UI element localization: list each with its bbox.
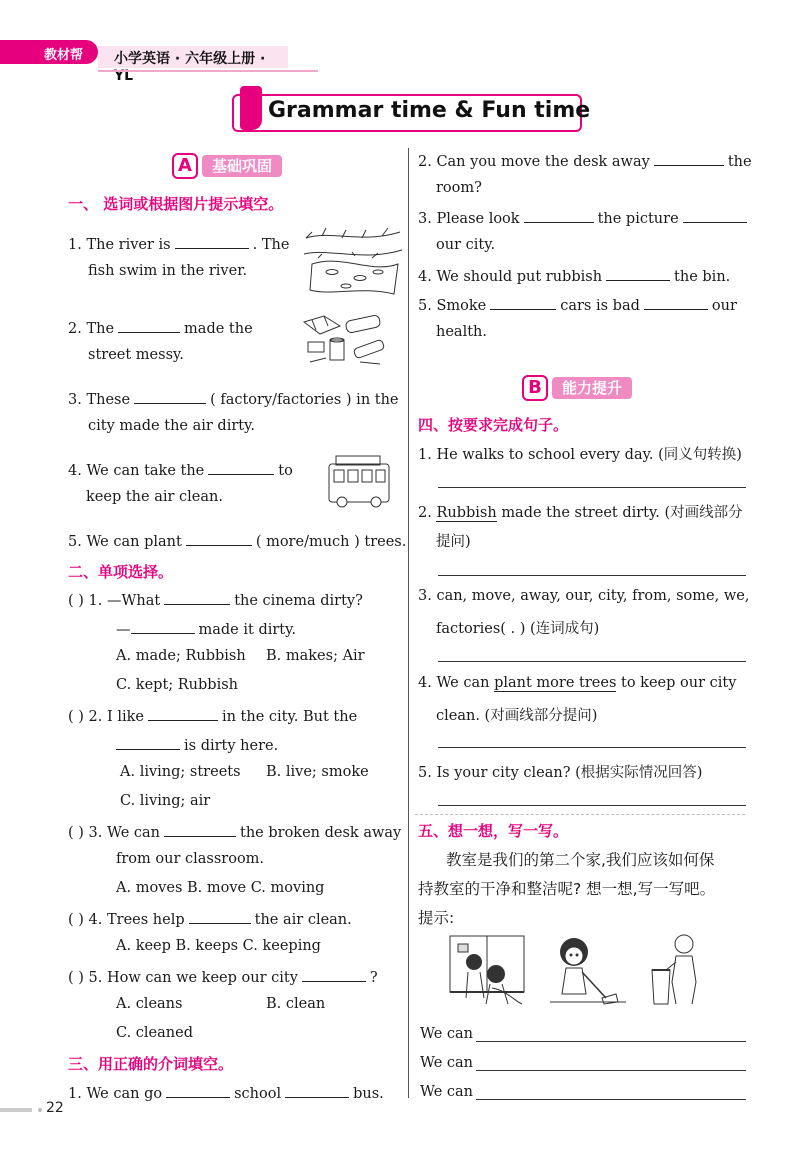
p1-q4-line2: keep the air clean. bbox=[86, 489, 223, 505]
p1-q3-text: 3. These bbox=[68, 392, 131, 408]
blank[interactable] bbox=[116, 735, 180, 750]
p1-q1-line2: fish swim in the river. bbox=[88, 263, 248, 279]
blank[interactable] bbox=[186, 531, 252, 546]
p2-q2-text3: is dirty here. bbox=[184, 738, 279, 754]
p4-q3-line1: 3. can, move, away, our, city, from, some, we, bbox=[418, 588, 750, 604]
p4-q4-text: 4. We can bbox=[418, 675, 490, 691]
p2-q5-opt-a[interactable]: A. cleans bbox=[116, 996, 183, 1012]
p4-q2-line1 bbox=[418, 501, 743, 522]
p4-q2-line2: 提问) bbox=[436, 534, 471, 550]
p5-hint-label: 提示: bbox=[418, 909, 455, 927]
p4-q4-underlined: plant more trees bbox=[494, 675, 617, 691]
section-1-heading: 一、 选词或根据图片提示填空。 bbox=[68, 195, 284, 213]
blank[interactable] bbox=[683, 208, 747, 223]
dashed-divider bbox=[415, 814, 745, 815]
p2-q3-text2: the broken desk away bbox=[240, 825, 402, 841]
p1-q2-text2: made the bbox=[184, 321, 253, 337]
p2-q2-text2: in the city. But the bbox=[221, 709, 358, 725]
p2-q1-text: ( ) 1. —What bbox=[68, 593, 161, 609]
brand-label: 教材帮 bbox=[44, 48, 84, 63]
p5-para-line2: 持教室的干净和整洁呢? 想一想,写一写吧。 bbox=[418, 880, 716, 898]
blank[interactable] bbox=[654, 151, 724, 166]
blank[interactable] bbox=[131, 619, 195, 634]
p1-q2-line1 bbox=[68, 318, 253, 337]
p5-we-can-2: We can bbox=[420, 1055, 474, 1071]
blank[interactable] bbox=[164, 822, 236, 837]
sweeping-girl-picture bbox=[546, 932, 630, 1008]
p3-q5-text2: cars is bad bbox=[560, 298, 640, 314]
blank[interactable] bbox=[606, 266, 670, 281]
p2-q4-text: ( ) 4. Trees help bbox=[68, 912, 185, 928]
p3-q3-line2: our city. bbox=[436, 237, 496, 253]
p4-q4-line1 bbox=[418, 675, 736, 691]
p3-q1-text: 1. We can go bbox=[68, 1086, 163, 1102]
p2-q2-opt-a[interactable]: A. living; streets bbox=[120, 764, 241, 780]
section-4-heading: 四、按要求完成句子。 bbox=[418, 416, 569, 434]
p2-q2-opt-c[interactable]: C. living; air bbox=[120, 793, 211, 809]
page-title-box bbox=[232, 94, 591, 132]
p2-q1-opt-b[interactable]: B. makes; Air bbox=[266, 648, 365, 664]
blank[interactable] bbox=[208, 460, 274, 475]
bus-picture bbox=[326, 454, 392, 510]
blank[interactable] bbox=[175, 234, 249, 249]
p2-q2-opt-b[interactable]: B. live; smoke bbox=[266, 764, 369, 780]
badge-b-letter: B bbox=[522, 375, 548, 401]
p2-q5-opt-b[interactable]: B. clean bbox=[266, 996, 326, 1012]
p1-q3-text2: ( factory/factories ) in the bbox=[210, 392, 399, 408]
p1-q5-line1 bbox=[68, 531, 406, 550]
p3-q1-text3: bus. bbox=[353, 1086, 384, 1102]
p1-q4-line1 bbox=[68, 460, 293, 479]
section-2-heading: 二、单项选择。 bbox=[68, 563, 174, 581]
blank[interactable] bbox=[285, 1083, 349, 1098]
badge-a-word: 基础巩固 bbox=[202, 155, 282, 177]
p3-q3-text2: the picture bbox=[597, 211, 679, 227]
p1-q2-line2: street messy. bbox=[88, 347, 184, 363]
river-fish-picture bbox=[302, 224, 404, 298]
answer-line[interactable] bbox=[438, 747, 746, 748]
p2-q4-options[interactable]: A. keep B. keeps C. keeping bbox=[116, 938, 321, 954]
p2-q3-options[interactable]: A. moves B. move C. moving bbox=[116, 880, 325, 896]
brand-tab bbox=[0, 40, 98, 64]
bin-person-picture bbox=[646, 932, 706, 1008]
page-number-bar bbox=[0, 1108, 32, 1112]
cleaning-window-picture bbox=[446, 932, 530, 1008]
p4-q4-text2: to keep our city bbox=[621, 675, 737, 691]
page-number-dot bbox=[38, 1108, 42, 1112]
section-3-heading: 三、用正确的介词填空。 bbox=[68, 1055, 234, 1073]
p3-q3-text: 3. Please look bbox=[418, 211, 520, 227]
p1-q1-text: 1. The river is bbox=[68, 237, 171, 253]
blank[interactable] bbox=[302, 967, 366, 982]
answer-line[interactable] bbox=[476, 1099, 746, 1100]
answer-line[interactable] bbox=[476, 1041, 746, 1042]
p2-q5-text2: ? bbox=[369, 970, 378, 986]
answer-line[interactable] bbox=[476, 1070, 746, 1071]
blank[interactable] bbox=[189, 909, 251, 924]
p2-q3-line2: from our classroom. bbox=[116, 851, 265, 867]
p4-q4-line2: clean. (对画线部分提问) bbox=[436, 708, 598, 724]
p3-q2-text2: the bbox=[727, 154, 752, 170]
p3-q3-line1 bbox=[418, 208, 751, 227]
book-tag bbox=[98, 46, 288, 84]
p2-q3-line1 bbox=[68, 822, 401, 841]
p5-we-can-3: We can bbox=[420, 1084, 474, 1100]
blank[interactable] bbox=[164, 590, 230, 605]
p4-q2-underlined: Rubbish bbox=[436, 505, 497, 521]
p3-q4-text: 4. We should put rubbish bbox=[418, 269, 603, 285]
p3-q1 bbox=[68, 1083, 384, 1102]
answer-line[interactable] bbox=[438, 575, 746, 576]
p2-q4-text2: the air clean. bbox=[254, 912, 352, 928]
p1-q1-text2: . The bbox=[252, 237, 290, 253]
section-5-heading: 五、想一想，写一写。 bbox=[418, 822, 569, 840]
badge-b-word: 能力提升 bbox=[552, 377, 632, 399]
p1-q1-line1 bbox=[68, 234, 289, 253]
blank[interactable] bbox=[166, 1083, 230, 1098]
blank[interactable] bbox=[644, 295, 708, 310]
p3-q2-line1 bbox=[418, 151, 752, 170]
p5-para-line1: 教室是我们的第二个家,我们应该如何保 bbox=[446, 851, 715, 869]
badge-a-letter: A bbox=[172, 153, 198, 179]
p3-q1-text2: school bbox=[234, 1086, 282, 1102]
p2-q1-text2: the cinema dirty? bbox=[234, 593, 363, 609]
blank[interactable] bbox=[118, 318, 180, 333]
page-title: Grammar time & Fun time bbox=[268, 98, 591, 123]
blank[interactable] bbox=[490, 295, 556, 310]
title-bookmark-icon bbox=[240, 86, 262, 130]
blank[interactable] bbox=[148, 706, 218, 721]
p2-q5-opt-c[interactable]: C. cleaned bbox=[116, 1025, 193, 1041]
p1-q3-line1 bbox=[68, 389, 399, 408]
p3-q5-line2: health. bbox=[436, 324, 487, 340]
p4-q2-text: made the street dirty. (对画线部分 bbox=[501, 505, 743, 521]
p2-q5-line1 bbox=[68, 967, 378, 986]
p5-we-can-1: We can bbox=[420, 1026, 474, 1042]
blank[interactable] bbox=[134, 389, 206, 404]
p2-q1-opt-a[interactable]: A. made; Rubbish bbox=[116, 648, 246, 664]
column-divider bbox=[408, 148, 409, 1098]
p3-q4 bbox=[418, 266, 730, 285]
litter-picture bbox=[300, 312, 392, 370]
p2-q2-line2 bbox=[116, 735, 278, 754]
p1-q4-text: 4. We can take the bbox=[68, 463, 205, 479]
p4-q1: 1. He walks to school every day. (同义句转换) bbox=[418, 447, 742, 463]
p1-q4-text2: to bbox=[278, 463, 293, 479]
p4-q3-line2: factories( . ) (连词成句) bbox=[436, 621, 600, 637]
p2-q4-line1 bbox=[68, 909, 352, 928]
p3-q5-line1 bbox=[418, 295, 737, 314]
p1-q5-text2: ( more/much ) trees. bbox=[255, 534, 407, 550]
p3-q5-text: 5. Smoke bbox=[418, 298, 487, 314]
p2-q1-line1 bbox=[68, 590, 363, 609]
answer-line[interactable] bbox=[438, 805, 746, 806]
p2-q1-opt-c[interactable]: C. kept; Rubbish bbox=[116, 677, 239, 693]
blank[interactable] bbox=[524, 208, 594, 223]
book-label: 小学英语 · 六年级上册 · YL bbox=[114, 51, 266, 84]
p1-q5-text: 5. We can plant bbox=[68, 534, 182, 550]
p4-q5: 5. Is your city clean? (根据实际情况回答) bbox=[418, 765, 703, 781]
p1-q3-line2: city made the air dirty. bbox=[88, 418, 255, 434]
p2-q2-text: ( ) 2. I like bbox=[68, 709, 144, 725]
p2-q5-text: ( ) 5. How can we keep our city bbox=[68, 970, 298, 986]
p2-q1-dash: — bbox=[116, 622, 131, 638]
p3-q4-text2: the bin. bbox=[674, 269, 731, 285]
p2-q1-line2 bbox=[116, 619, 296, 638]
answer-line[interactable] bbox=[438, 661, 746, 662]
p4-q2-num: 2. bbox=[418, 505, 432, 521]
p3-q5-text3: our bbox=[711, 298, 737, 314]
p2-q2-line1 bbox=[68, 706, 357, 725]
p2-q1-text3: made it dirty. bbox=[198, 622, 296, 638]
p1-q2-text: 2. The bbox=[68, 321, 115, 337]
page-number: 22 bbox=[46, 1100, 64, 1116]
p3-q2-text: 2. Can you move the desk away bbox=[418, 154, 650, 170]
answer-line[interactable] bbox=[438, 487, 746, 488]
p2-q3-text: ( ) 3. We can bbox=[68, 825, 160, 841]
p3-q2-line2: room? bbox=[436, 180, 482, 196]
header-rule bbox=[98, 70, 318, 72]
